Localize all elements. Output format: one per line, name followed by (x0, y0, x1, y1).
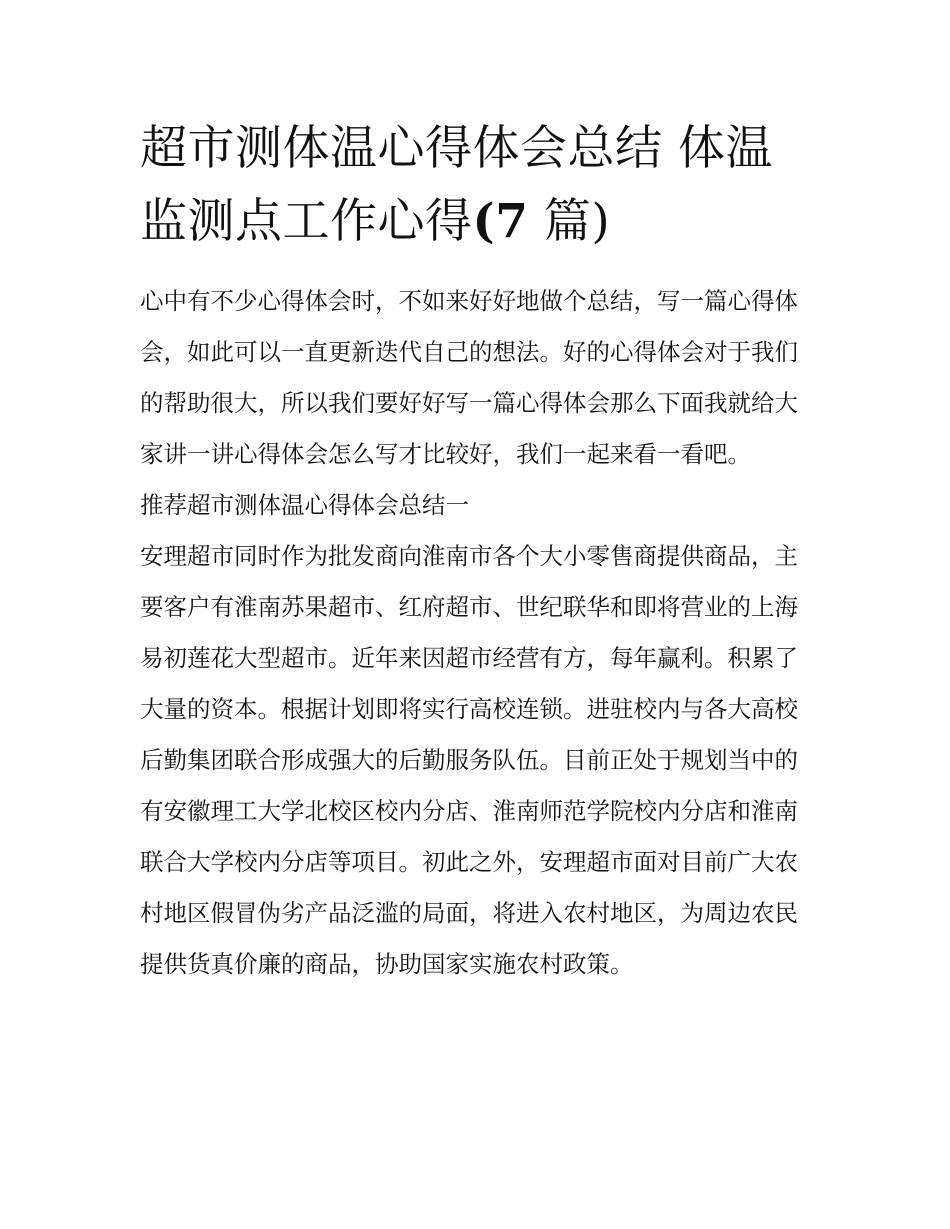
intro-paragraph: 心中有不少心得体会时，不如来好好地做个总结，写一篇心得体会，如此可以一直更新迭代自己的想法。好的心得体会对于我们的帮助很大，所以我们要好好写一篇心得体会那么下面我就给大家讲一讲心得体会怎么写才比较好，我们一起来看一看吧。 (140, 287, 798, 468)
document-title (140, 112, 815, 258)
title-suffix: 篇) (528, 194, 611, 249)
section-heading: 推荐超市测体温心得体会总结一 (140, 491, 469, 519)
body-paragraph: 安理超市同时作为批发商向淮南市各个大小零售商提供商品，主要客户有淮南苏果超市、红府超市、世纪联华和即将营业的上海易初莲花大型超市。近年来因超市经营有方，每年赢利。积累了大量的资本。根据计划即将实行高校连锁。进驻校内与各大高校后勤集团联合形成强大的后勤服务队伍。目前正处于规划当中的有安徽理工大学北校区校内分店、淮南师范学院校内分店和淮南联合大学校内分店等项目。初此之外，安理超市面对目前广大农村地区假冒伪劣产品泛滥的局面，将进入农村地区，为周边农民提供货真价廉的商品，协助国家实施农村政策。 (140, 542, 798, 978)
title-count: (7 (472, 194, 529, 249)
title-text: 超市测体温心得体会总结 体温监测点工作心得 (140, 121, 773, 249)
document-page (140, 112, 815, 990)
